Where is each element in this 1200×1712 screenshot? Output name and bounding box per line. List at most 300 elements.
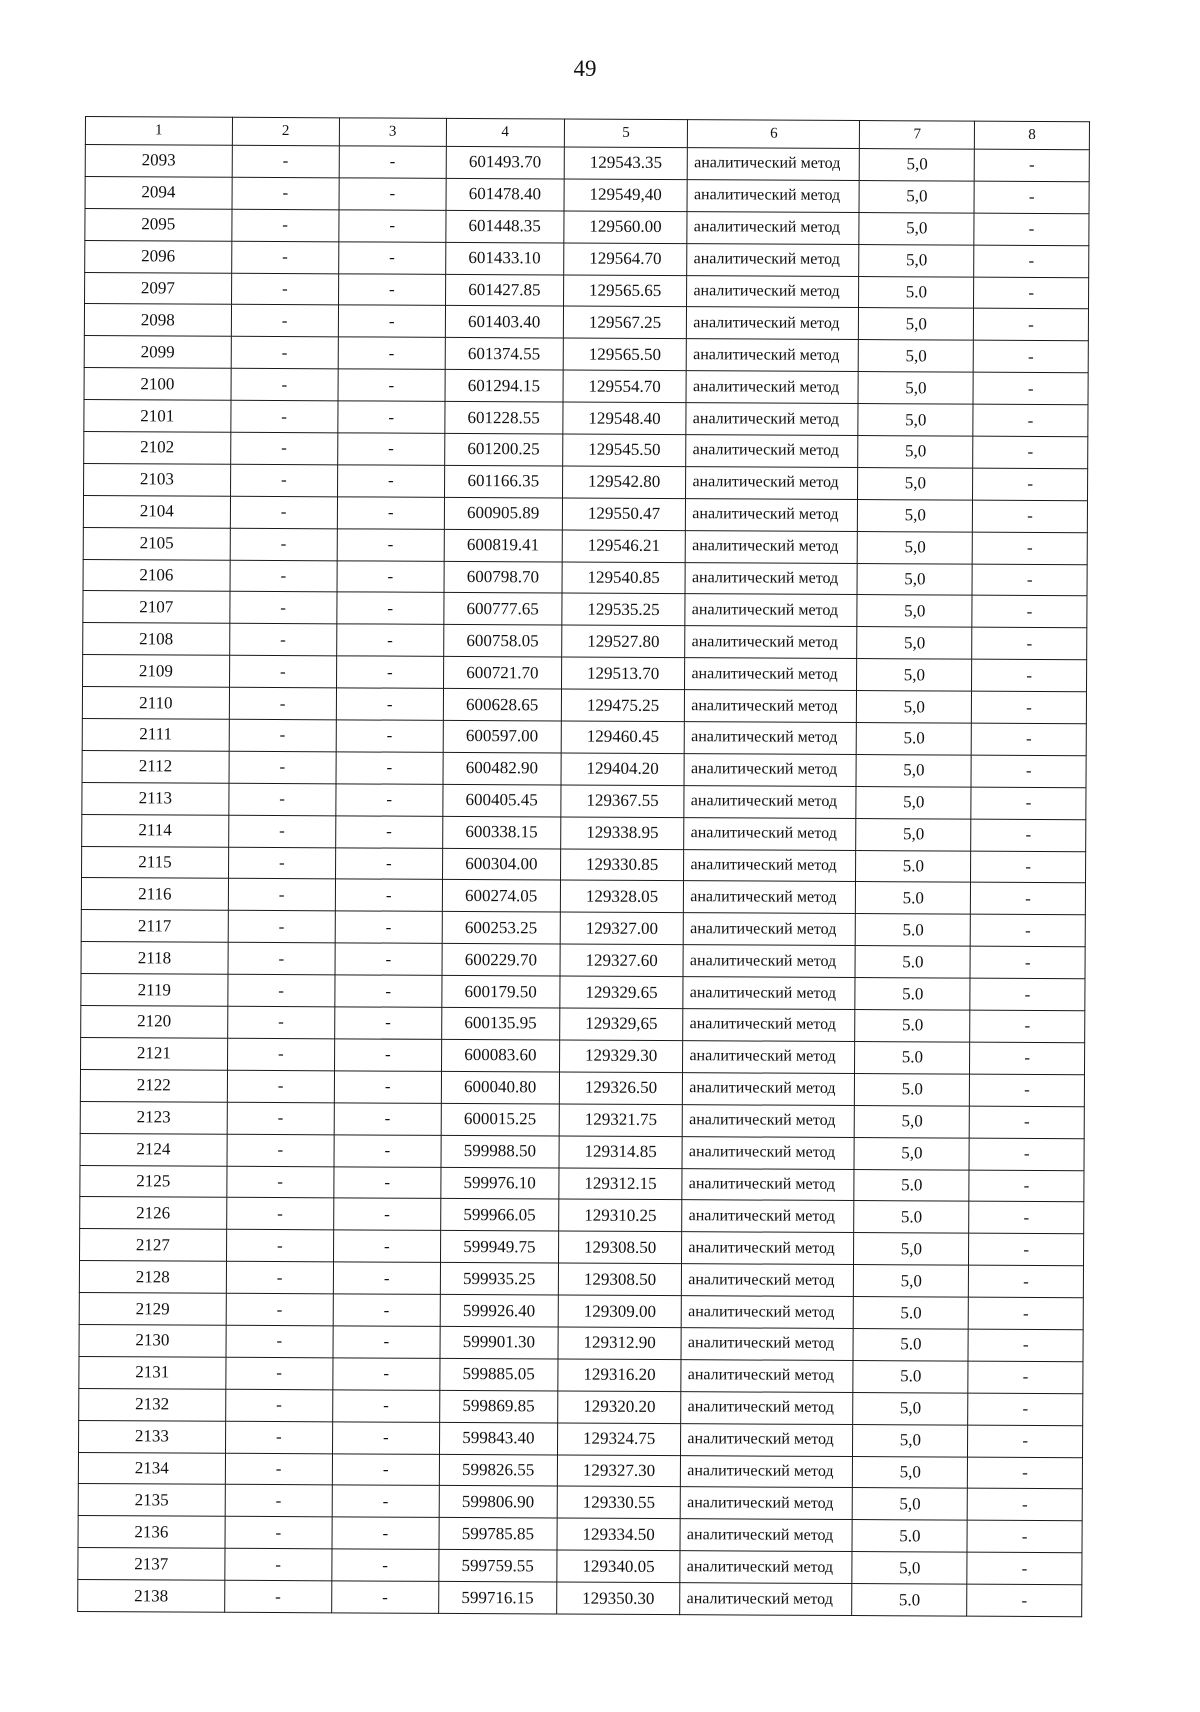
cell-coord-x: 599806.90 (439, 1486, 557, 1519)
cell-method: аналитический метод (682, 1136, 854, 1169)
cell-coord-x: 599966.05 (440, 1199, 558, 1232)
table-row (78, 1452, 1082, 1489)
cell-coord-x: 600819.41 (444, 529, 562, 562)
cell-col-8: - (967, 1520, 1082, 1552)
cell-col-3: - (335, 816, 442, 848)
cell-col-8: - (969, 1233, 1084, 1265)
cell-method: аналитический метод (684, 754, 856, 787)
cell-coord-x: 600758.05 (443, 625, 561, 658)
cell-coord-y: 129460.45 (561, 721, 685, 754)
cell-coord-x: 601448.35 (446, 210, 564, 243)
cell-point-number: 2095 (85, 208, 232, 241)
cell-point-number: 2115 (82, 846, 229, 879)
cell-coord-x: 601228.55 (445, 402, 563, 435)
cell-col-3: - (333, 1294, 440, 1326)
cell-accuracy: 5.0 (856, 882, 971, 914)
cell-col-2: - (225, 1517, 332, 1549)
cell-point-number: 2111 (82, 719, 229, 752)
table-row (84, 336, 1088, 373)
cell-col-3: - (338, 305, 445, 337)
cell-col-2: - (228, 879, 335, 911)
cell-accuracy: 5,0 (853, 1488, 968, 1520)
cell-col-8: - (973, 404, 1088, 436)
table-row (81, 1006, 1085, 1043)
cell-coord-y: 129327.00 (560, 912, 684, 945)
table-row (82, 750, 1086, 787)
cell-coord-y: 129338.95 (560, 817, 684, 850)
cell-method: аналитический метод (682, 1168, 854, 1201)
table-row (80, 1101, 1084, 1138)
column-header-8: 8 (975, 121, 1090, 150)
table-row (85, 208, 1089, 245)
cell-accuracy: 5,0 (854, 1265, 969, 1297)
cell-point-number: 2124 (80, 1133, 227, 1166)
table-row (81, 878, 1085, 915)
cell-col-8: - (972, 628, 1087, 660)
cell-coord-y: 129542.80 (562, 466, 686, 499)
cell-point-number: 2093 (85, 145, 232, 178)
cell-coord-x: 599988.50 (441, 1135, 559, 1168)
cell-coord-y: 129312.15 (559, 1167, 683, 1200)
cell-col-3: - (334, 1103, 441, 1135)
cell-method: аналитический метод (687, 275, 859, 308)
table-row (84, 432, 1088, 469)
cell-col-2: - (226, 1357, 333, 1389)
cell-col-2: - (231, 273, 338, 305)
coordinates-table (77, 116, 1090, 1617)
cell-method: аналитический метод (686, 435, 858, 468)
cell-method: аналитический метод (681, 1391, 853, 1424)
cell-coord-y: 129535.25 (562, 593, 686, 626)
table-row (84, 400, 1088, 437)
cell-col-8: - (967, 1584, 1082, 1616)
cell-point-number: 2105 (83, 527, 230, 560)
cell-col-2: - (232, 177, 339, 209)
cell-col-8: - (969, 1170, 1084, 1202)
cell-accuracy: 5,0 (857, 595, 972, 627)
cell-accuracy: 5.0 (852, 1520, 967, 1552)
cell-point-number: 2118 (81, 942, 228, 975)
cell-col-3: - (336, 720, 443, 752)
cell-col-2: - (227, 1166, 334, 1198)
cell-method: аналитический метод (685, 562, 857, 595)
cell-point-number: 2131 (79, 1356, 226, 1389)
cell-coord-x: 599885.05 (440, 1358, 558, 1391)
cell-col-3: - (332, 1390, 439, 1422)
cell-coord-x: 600798.70 (444, 561, 562, 594)
cell-method: аналитический метод (687, 180, 859, 213)
cell-method: аналитический метод (681, 1487, 853, 1520)
cell-col-2: - (227, 1134, 334, 1166)
cell-col-3: - (336, 624, 443, 656)
table-row (79, 1420, 1083, 1457)
cell-coord-y: 129309.00 (558, 1295, 682, 1328)
cell-col-3: - (333, 1198, 440, 1230)
column-header-3: 3 (339, 118, 446, 147)
cell-point-number: 2138 (78, 1580, 225, 1613)
cell-coord-y: 129327.30 (557, 1455, 681, 1488)
cell-point-number: 2108 (83, 623, 230, 656)
cell-col-3: - (337, 560, 444, 592)
cell-method: аналитический метод (686, 467, 858, 500)
cell-method: аналитический метод (681, 1359, 853, 1392)
cell-coord-y: 129550.47 (562, 498, 686, 531)
table-row (78, 1484, 1082, 1521)
cell-method: аналитический метод (684, 817, 856, 850)
cell-method: аналитический метод (681, 1455, 853, 1488)
cell-coord-y: 129312.90 (558, 1327, 682, 1360)
cell-accuracy: 5,0 (858, 436, 973, 468)
cell-method: аналитический метод (682, 1200, 854, 1233)
cell-coord-x: 599901.30 (440, 1326, 558, 1359)
cell-coord-y: 129329.30 (559, 1040, 683, 1073)
cell-col-3: - (333, 1358, 440, 1390)
cell-col-8: - (971, 723, 1086, 755)
cell-col-2: - (225, 1453, 332, 1485)
cell-accuracy: 5,0 (857, 691, 972, 723)
table-row (83, 623, 1087, 660)
cell-accuracy: 5,0 (858, 372, 973, 404)
cell-col-8: - (968, 1297, 1083, 1329)
cell-point-number: 2107 (83, 591, 230, 624)
table-row (85, 272, 1089, 309)
cell-col-8: - (974, 149, 1089, 181)
cell-point-number: 2127 (80, 1229, 227, 1262)
cell-accuracy: 5,0 (858, 531, 973, 563)
cell-col-2: - (227, 1038, 334, 1070)
cell-col-2: - (228, 974, 335, 1006)
cell-col-2: - (228, 911, 335, 943)
cell-method: аналитический метод (684, 881, 856, 914)
cell-col-3: - (335, 911, 442, 943)
cell-coord-x: 601493.70 (446, 146, 564, 179)
column-header-2: 2 (232, 117, 339, 146)
cell-accuracy: 5,0 (854, 1233, 969, 1265)
cell-col-3: - (335, 975, 442, 1007)
cell-method: аналитический метод (683, 1041, 855, 1074)
table-body (78, 145, 1090, 1617)
cell-method: аналитический метод (687, 339, 859, 372)
table-row (83, 495, 1087, 532)
cell-point-number: 2097 (85, 272, 232, 305)
cell-coord-x: 599926.40 (440, 1294, 558, 1327)
cell-col-3: - (338, 369, 445, 401)
table-row (79, 1356, 1083, 1393)
cell-method: аналитический метод (680, 1519, 852, 1552)
cell-point-number: 2096 (85, 240, 232, 273)
cell-point-number: 2109 (83, 655, 230, 688)
cell-coord-y: 129324.75 (557, 1423, 681, 1456)
cell-point-number: 2104 (83, 495, 230, 528)
cell-col-8: - (972, 532, 1087, 564)
cell-col-8: - (974, 245, 1089, 277)
table-row (82, 687, 1086, 724)
cell-method: аналитический метод (682, 1232, 854, 1265)
cell-coord-y: 129475.25 (561, 689, 685, 722)
cell-accuracy: 5,0 (856, 818, 971, 850)
cell-col-2: - (228, 815, 335, 847)
table-row (80, 1229, 1084, 1266)
table-row (79, 1293, 1083, 1330)
cell-col-8: - (974, 213, 1089, 245)
cell-accuracy: 5.0 (854, 1297, 969, 1329)
cell-col-2: - (229, 656, 336, 688)
table-row (82, 814, 1086, 851)
cell-col-8: - (971, 851, 1086, 883)
table-row (78, 1580, 1082, 1617)
cell-point-number: 2132 (79, 1388, 226, 1421)
cell-method: аналитический метод (686, 498, 858, 531)
cell-col-3: - (336, 656, 443, 688)
cell-coord-x: 600304.00 (442, 848, 560, 881)
cell-col-8: - (970, 1074, 1085, 1106)
table-row (79, 1261, 1083, 1298)
table-row (82, 782, 1086, 819)
cell-accuracy: 5,0 (858, 467, 973, 499)
cell-col-3: - (332, 1549, 439, 1581)
cell-col-2: - (227, 1070, 334, 1102)
cell-accuracy: 5,0 (854, 1137, 969, 1169)
cell-col-3: - (335, 879, 442, 911)
cell-accuracy: 5.0 (852, 1584, 967, 1616)
cell-col-2: - (227, 1006, 334, 1038)
cell-accuracy: 5,0 (853, 1424, 968, 1456)
cell-point-number: 2125 (80, 1165, 227, 1198)
cell-accuracy: 5.0 (856, 914, 971, 946)
cell-coord-x: 600721.70 (443, 657, 561, 690)
cell-col-2: - (231, 369, 338, 401)
cell-coord-y: 129314.85 (559, 1136, 683, 1169)
cell-point-number: 2110 (82, 687, 229, 720)
cell-point-number: 2094 (85, 176, 232, 209)
table-row (81, 910, 1085, 947)
cell-coord-x: 601374.55 (445, 338, 563, 371)
cell-col-2: - (227, 1102, 334, 1134)
cell-col-8: - (970, 915, 1085, 947)
cell-accuracy: 5,0 (857, 659, 972, 691)
table-row (81, 942, 1085, 979)
cell-col-2: - (230, 592, 337, 624)
column-header-1: 1 (85, 117, 232, 146)
column-header-5: 5 (564, 119, 688, 148)
cell-col-2: - (231, 305, 338, 337)
cell-col-2: - (230, 560, 337, 592)
cell-coord-y: 129554.70 (563, 370, 687, 403)
cell-method: аналитический метод (682, 1264, 854, 1297)
table-row (84, 463, 1088, 500)
cell-point-number: 2136 (78, 1516, 225, 1549)
cell-coord-x: 601433.10 (445, 242, 563, 275)
table-row (84, 368, 1088, 405)
cell-col-3: - (332, 1485, 439, 1517)
cell-col-8: - (971, 819, 1086, 851)
cell-col-3: - (334, 1166, 441, 1198)
cell-method: аналитический метод (687, 211, 859, 244)
cell-accuracy: 5.0 (857, 723, 972, 755)
cell-method: аналитический метод (684, 913, 856, 946)
cell-accuracy: 5,0 (856, 754, 971, 786)
cell-point-number: 2129 (79, 1293, 226, 1326)
cell-col-8: - (968, 1425, 1083, 1457)
cell-method: аналитический метод (688, 148, 860, 181)
cell-col-8: - (971, 755, 1086, 787)
cell-col-2: - (230, 464, 337, 496)
cell-col-3: - (333, 1326, 440, 1358)
cell-coord-y: 129540.85 (562, 562, 686, 595)
cell-method: аналитический метод (680, 1551, 852, 1584)
cell-col-3: - (337, 465, 444, 497)
table-row (83, 591, 1087, 628)
cell-col-8: - (972, 659, 1087, 691)
cell-point-number: 2130 (79, 1324, 226, 1357)
cell-method: аналитический метод (684, 849, 856, 882)
cell-method: аналитический метод (685, 690, 857, 723)
cell-accuracy: 5,0 (860, 149, 975, 181)
cell-point-number: 2102 (84, 432, 231, 465)
cell-coord-y: 129330.85 (560, 849, 684, 882)
cell-col-2: - (225, 1548, 332, 1580)
cell-col-8: - (974, 309, 1089, 341)
cell-col-2: - (225, 1485, 332, 1517)
cell-col-8: - (970, 1042, 1085, 1074)
cell-point-number: 2098 (84, 304, 231, 337)
cell-coord-x: 600338.15 (442, 816, 560, 849)
cell-col-8: - (970, 1010, 1085, 1042)
cell-coord-x: 600597.00 (443, 720, 561, 753)
cell-coord-y: 129549,40 (564, 179, 688, 212)
cell-point-number: 2114 (82, 814, 229, 847)
cell-coord-y: 129367.55 (561, 785, 685, 818)
cell-coord-x: 599976.10 (441, 1167, 559, 1200)
cell-col-3: - (338, 337, 445, 369)
cell-col-8: - (969, 1202, 1084, 1234)
cell-coord-x: 601403.40 (445, 306, 563, 339)
cell-col-8: - (974, 277, 1089, 309)
cell-coord-x: 600179.50 (442, 976, 560, 1009)
cell-point-number: 2122 (80, 1069, 227, 1102)
table-row (83, 655, 1087, 692)
cell-coord-y: 129560.00 (564, 211, 688, 244)
cell-accuracy: 5,0 (858, 499, 973, 531)
cell-coord-y: 129308.50 (558, 1263, 682, 1296)
cell-col-3: - (336, 752, 443, 784)
cell-coord-x: 599935.25 (440, 1263, 558, 1296)
cell-coord-y: 129316.20 (558, 1359, 682, 1392)
cell-coord-y: 129329.65 (560, 976, 684, 1009)
cell-accuracy: 5,0 (859, 308, 974, 340)
cell-point-number: 2128 (79, 1261, 226, 1294)
cell-col-8: - (970, 946, 1085, 978)
cell-col-8: - (972, 596, 1087, 628)
cell-coord-y: 129328.05 (560, 880, 684, 913)
cell-coord-x: 599826.55 (439, 1454, 557, 1487)
cell-coord-x: 600253.25 (442, 912, 560, 945)
cell-col-2: - (229, 719, 336, 751)
table-row (82, 846, 1086, 883)
cell-accuracy: 5,0 (856, 786, 971, 818)
table-row (81, 974, 1085, 1011)
cell-point-number: 2133 (79, 1420, 226, 1453)
column-header-4: 4 (446, 118, 564, 147)
cell-coord-x: 601294.15 (445, 370, 563, 403)
cell-accuracy: 5.0 (859, 276, 974, 308)
cell-col-8: - (967, 1552, 1082, 1584)
cell-point-number: 2137 (78, 1548, 225, 1581)
cell-method: аналитический метод (683, 1009, 855, 1042)
cell-point-number: 2123 (80, 1101, 227, 1134)
cell-coord-x: 600040.80 (441, 1071, 559, 1104)
cell-col-8: - (967, 1489, 1082, 1521)
cell-col-3: - (334, 1039, 441, 1071)
cell-accuracy: 5,0 (857, 627, 972, 659)
cell-accuracy: 5.0 (855, 1041, 970, 1073)
cell-col-2: - (225, 1389, 332, 1421)
cell-coord-x: 599785.85 (439, 1518, 557, 1551)
cell-coord-y: 129350.30 (556, 1582, 680, 1615)
table-row (78, 1548, 1082, 1585)
page-number: 49 (573, 56, 597, 81)
cell-coord-y: 129527.80 (561, 625, 685, 658)
cell-coord-y: 129548.40 (563, 402, 687, 435)
cell-col-3: - (334, 1134, 441, 1166)
cell-col-2: - (228, 943, 335, 975)
cell-accuracy: 5,0 (859, 180, 974, 212)
cell-col-3: - (338, 242, 445, 274)
cell-point-number: 2113 (82, 782, 229, 815)
cell-coord-y: 129565.50 (563, 338, 687, 371)
cell-col-8: - (973, 340, 1088, 372)
cell-accuracy: 5.0 (853, 1360, 968, 1392)
cell-accuracy: 5,0 (853, 1392, 968, 1424)
cell-col-2: - (230, 432, 337, 464)
cell-point-number: 2103 (84, 463, 231, 496)
cell-col-2: - (225, 1421, 332, 1453)
table-row (80, 1165, 1084, 1202)
table-row (83, 527, 1087, 564)
cell-point-number: 2135 (78, 1484, 225, 1517)
cell-point-number: 2116 (81, 878, 228, 911)
cell-col-8: - (973, 436, 1088, 468)
cell-method: аналитический метод (686, 371, 858, 404)
cell-point-number: 2100 (84, 368, 231, 401)
cell-col-8: - (969, 1265, 1084, 1297)
cell-coord-x: 601427.85 (445, 274, 563, 307)
cell-col-3: - (334, 1007, 441, 1039)
cell-col-2: - (224, 1580, 331, 1612)
cell-coord-y: 129334.50 (557, 1518, 681, 1551)
cell-col-8: - (968, 1329, 1083, 1361)
cell-accuracy: 5,0 (859, 244, 974, 276)
table-row (85, 145, 1089, 182)
cell-col-3: - (331, 1581, 438, 1613)
cell-col-3: - (339, 210, 446, 242)
cell-coord-x: 601478.40 (446, 178, 564, 211)
cell-coord-y: 129546.21 (562, 530, 686, 563)
cell-col-8: - (970, 978, 1085, 1010)
cell-col-2: - (229, 783, 336, 815)
cell-point-number: 2126 (80, 1197, 227, 1230)
cell-col-3: - (339, 178, 446, 210)
cell-coord-x: 600229.70 (442, 944, 560, 977)
cell-accuracy: 5,0 (859, 340, 974, 372)
cell-col-2: - (226, 1261, 333, 1293)
cell-coord-x: 600274.05 (442, 880, 560, 913)
cell-coord-x: 600083.60 (441, 1039, 559, 1072)
table-row (82, 719, 1086, 756)
column-header-6: 6 (688, 120, 860, 149)
column-header-7: 7 (860, 121, 975, 150)
cell-col-3: - (333, 1230, 440, 1262)
